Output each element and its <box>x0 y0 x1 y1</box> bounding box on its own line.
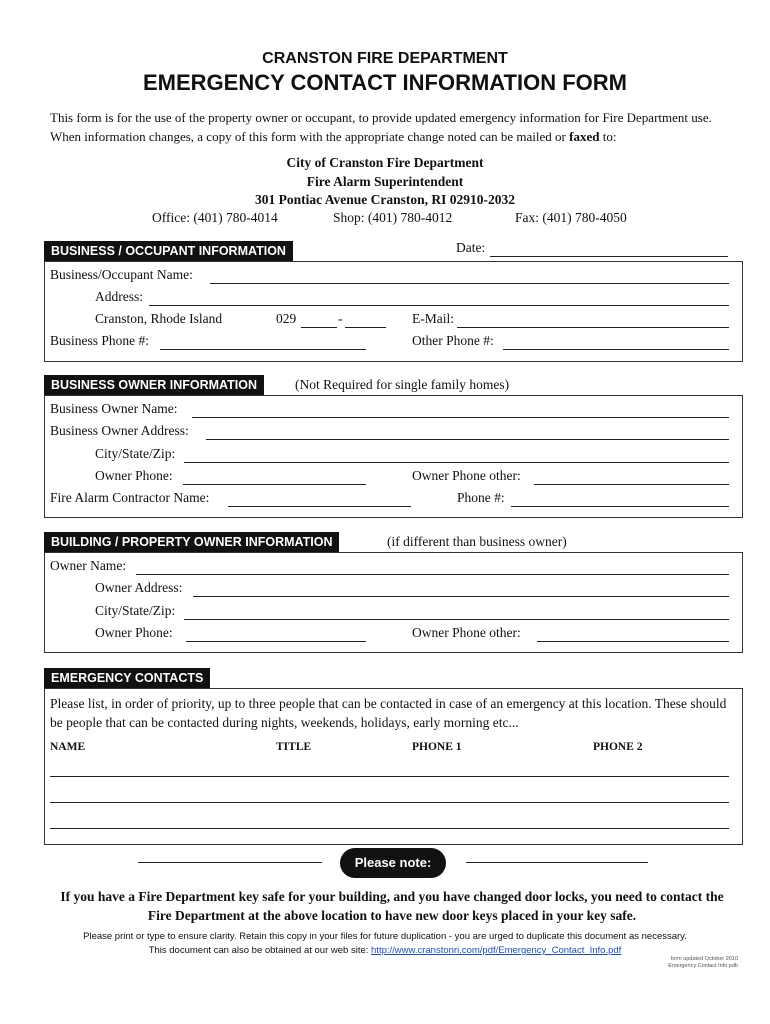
property-owner-name-field[interactable] <box>136 574 729 575</box>
owner-phone-other-label: Owner Phone other: <box>412 468 521 483</box>
contractor-phone-label: Phone #: <box>457 490 505 505</box>
owner-phone-label: Owner Phone: <box>95 468 173 483</box>
zip-prefix: 029 <box>276 311 297 326</box>
business-owner-name-label: Business Owner Name: <box>50 401 178 416</box>
web-site-line <box>0 945 770 956</box>
property-owner-address-field[interactable] <box>193 596 729 597</box>
property-owner-phone-other-field[interactable] <box>537 641 729 642</box>
email-label: E-Mail: <box>412 311 454 326</box>
shop-phone: Shop: (401) 780-4012 <box>333 210 453 225</box>
address-line-1: City of Cranston Fire Department <box>286 155 484 170</box>
zip-field-part2[interactable] <box>345 327 386 328</box>
column-header-phone1: PHONE 1 <box>412 741 462 753</box>
emergency-instructions: Please list, in order of priority, up to three people that can be contacted in case of an emergency at this location. These should be people that can be contacted during nights, weekends, holidays, early morning etc... <box>50 696 727 730</box>
zip-field-part1[interactable] <box>301 327 337 328</box>
emergency-contact-row-3[interactable] <box>50 828 729 829</box>
intro-bold-word: faxed <box>569 129 600 144</box>
business-phone-field[interactable] <box>160 349 366 350</box>
property-owner-name-label: Owner Name: <box>50 558 127 573</box>
property-owner-phone-label: Owner Phone: <box>95 625 173 640</box>
business-name-field[interactable] <box>210 283 729 284</box>
business-phone-label: Business Phone #: <box>50 333 150 348</box>
owner-phone-other-field[interactable] <box>534 484 729 485</box>
business-owner-address-field[interactable] <box>206 439 729 440</box>
key-safe-notice: If you have a Fire Department key safe for your building, and you have changed door locks, you need to contact the Fire Department at the above location to have new door keys placed in your key safe. <box>60 889 724 923</box>
date-label: Date: <box>456 240 486 255</box>
other-phone-field[interactable] <box>503 349 729 350</box>
page-title: EMERGENCY CONTACT INFORMATION FORM <box>143 70 627 95</box>
property-owner-city-field[interactable] <box>184 619 729 620</box>
column-header-phone2: PHONE 2 <box>593 741 643 753</box>
address-field[interactable] <box>149 305 729 306</box>
property-owner-phone-other-label: Owner Phone other: <box>412 625 521 640</box>
property-owner-note: (if different than business owner) <box>387 534 567 549</box>
business-owner-note: (Not Required for single family homes) <box>295 377 510 392</box>
property-owner-address-label: Owner Address: <box>95 580 183 595</box>
office-phone: Office: (401) 780-4014 <box>152 210 278 225</box>
web-site-text: This document can also be obtained at our web site: <box>148 945 372 956</box>
emergency-contact-row-1[interactable] <box>50 776 729 777</box>
form-updated-note: form updated October 2010 <box>670 956 738 962</box>
city-state-label: Cranston, Rhode Island <box>95 311 223 326</box>
section-tab-business-owner: BUSINESS OWNER INFORMATION <box>44 375 264 395</box>
address-line-3: 301 Pontiac Avenue Cranston, RI 02910-2032 <box>254 192 515 207</box>
emergency-contact-row-2[interactable] <box>50 802 729 803</box>
email-field[interactable] <box>457 327 729 328</box>
date-field[interactable] <box>490 256 728 257</box>
intro-text-end: to: <box>599 129 617 144</box>
owner-city-field[interactable] <box>184 462 729 463</box>
section-tab-emergency-contacts: EMERGENCY CONTACTS <box>44 668 210 688</box>
please-note-badge: Please note: <box>340 848 446 878</box>
address-line-2: Fire Alarm Superintendent <box>306 174 464 189</box>
intro-paragraph <box>50 108 740 146</box>
property-owner-phone-field[interactable] <box>186 641 366 642</box>
section-tab-business-occupant: BUSINESS / OCCUPANT INFORMATION <box>44 241 293 261</box>
form-filename: Emergency Contact Info.pdb <box>668 963 738 969</box>
zip-dash: - <box>338 311 343 326</box>
web-site-link[interactable]: http://www.cranstonri.com/pdf/Emergency_Contact_Info.pdf <box>371 945 622 956</box>
other-phone-label: Other Phone #: <box>412 333 494 348</box>
note-rule-left <box>138 862 322 863</box>
section-tab-property-owner: BUILDING / PROPERTY OWNER INFORMATION <box>44 532 339 552</box>
contractor-name-field[interactable] <box>228 506 411 507</box>
note-rule-right <box>466 862 648 863</box>
owner-city-label: City/State/Zip: <box>95 446 176 461</box>
owner-phone-field[interactable] <box>183 484 366 485</box>
fax-number: Fax: (401) 780-4050 <box>515 210 627 225</box>
contractor-name-label: Fire Alarm Contractor Name: <box>50 490 210 505</box>
address-label: Address: <box>95 289 143 304</box>
business-name-label: Business/Occupant Name: <box>50 267 193 282</box>
column-header-name: NAME <box>50 741 86 753</box>
property-owner-city-label: City/State/Zip: <box>95 603 176 618</box>
business-owner-name-field[interactable] <box>192 417 729 418</box>
column-header-title: TITLE <box>276 741 312 753</box>
contractor-phone-field[interactable] <box>511 506 729 507</box>
intro-text: This form is for the use of the property owner or occupant, to provide updated emergency information for Fire Department use. When information changes, a copy of this form with the appropriate change noted can be mailed or <box>50 110 712 144</box>
print-instructions: Please print or type to ensure clarity. Retain this copy in your files for future duplication - you are urged to duplicate this document as necessary. <box>83 931 687 942</box>
business-owner-address-label: Business Owner Address: <box>50 423 189 438</box>
department-name: CRANSTON FIRE DEPARTMENT <box>262 50 508 67</box>
